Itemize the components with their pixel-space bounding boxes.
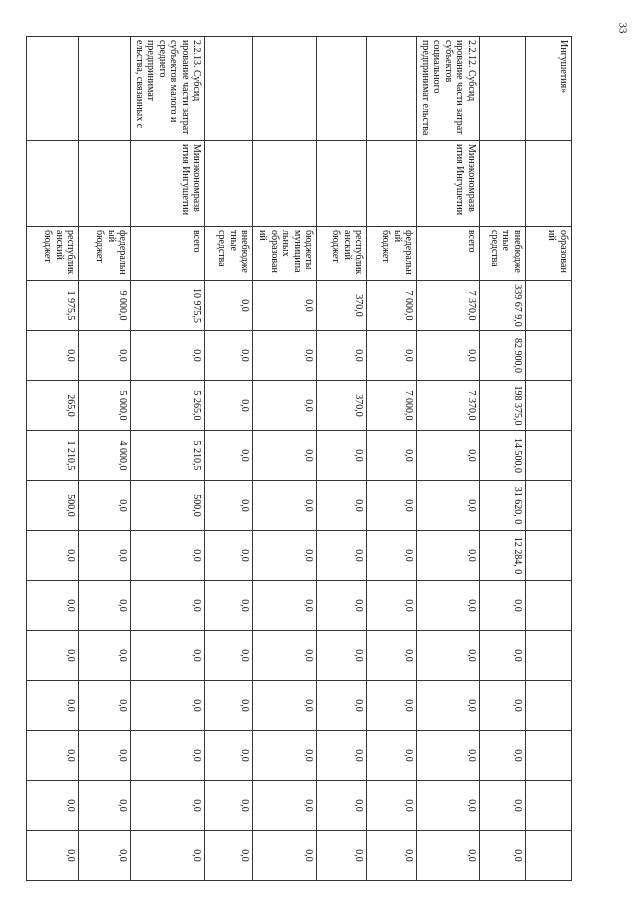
value-cell: 0,0	[317, 431, 367, 481]
table-row	[27, 37, 79, 881]
table-rotation-frame	[42, 36, 572, 876]
value-cell: 0,0	[367, 631, 417, 681]
executor-cell: Минэкономразв ития Ингушетии	[417, 141, 480, 227]
value-cell: 0,0	[317, 681, 367, 731]
value-cell: 7 000,0	[367, 281, 417, 331]
program-cell	[253, 37, 317, 141]
value-cell: 0,0	[480, 681, 526, 731]
executor-cell	[205, 141, 253, 227]
rotated-table-container	[42, 36, 572, 876]
value-cell: 265,0	[27, 381, 79, 431]
table-row	[417, 37, 480, 881]
value-cell	[526, 331, 572, 381]
value-cell: 0,0	[253, 781, 317, 831]
program-cell: Ингушетия»	[526, 37, 572, 141]
value-cell	[526, 381, 572, 431]
value-cell: 5 210,5	[131, 431, 205, 481]
table-row	[253, 37, 317, 881]
value-cell: 0,0	[79, 631, 131, 681]
value-cell: 10 975,5	[131, 281, 205, 331]
value-cell	[526, 581, 572, 631]
value-cell	[526, 431, 572, 481]
value-cell	[526, 631, 572, 681]
program-cell	[79, 37, 131, 141]
table-row	[317, 37, 367, 881]
budget-table	[27, 36, 573, 881]
source-cell: всего	[417, 227, 480, 281]
value-cell: 0,0	[205, 381, 253, 431]
source-cell: республик анский бюджет	[27, 227, 79, 281]
value-cell: 0,0	[417, 531, 480, 581]
executor-cell	[79, 141, 131, 227]
executor-cell	[317, 141, 367, 227]
value-cell: 7 370,0	[417, 281, 480, 331]
value-cell: 0,0	[367, 531, 417, 581]
value-cell: 0,0	[367, 781, 417, 831]
value-cell: 0,0	[79, 581, 131, 631]
value-cell: 0,0	[367, 731, 417, 781]
value-cell: 0,0	[317, 731, 367, 781]
value-cell: 0,0	[367, 831, 417, 881]
value-cell: 0,0	[417, 681, 480, 731]
value-cell: 0,0	[317, 781, 367, 831]
value-cell: 0,0	[27, 531, 79, 581]
program-cell: 2.2.13. Субсид ирование части затрат субъектов малого и среднего предпринимат ельства, связанных с	[131, 37, 205, 141]
value-cell: 0,0	[205, 581, 253, 631]
value-cell: 0,0	[79, 331, 131, 381]
source-cell: федеральн ый бюджет	[79, 227, 131, 281]
value-cell: 0,0	[417, 481, 480, 531]
value-cell: 198 375,0	[480, 381, 526, 431]
value-cell: 5 000,0	[79, 381, 131, 431]
source-cell: внебюдже тные средства	[480, 227, 526, 281]
value-cell: 0,0	[317, 331, 367, 381]
table-row	[480, 37, 526, 881]
value-cell: 0,0	[131, 781, 205, 831]
value-cell	[526, 781, 572, 831]
value-cell: 0,0	[417, 781, 480, 831]
value-cell: 12 284, 0	[480, 531, 526, 581]
value-cell: 0,0	[480, 581, 526, 631]
value-cell: 370,0	[317, 281, 367, 331]
table-row	[205, 37, 253, 881]
value-cell: 0,0	[417, 831, 480, 881]
value-cell: 0,0	[317, 531, 367, 581]
value-cell: 0,0	[417, 731, 480, 781]
value-cell: 0,0	[131, 681, 205, 731]
value-cell: 0,0	[205, 281, 253, 331]
value-cell: 9 000,0	[79, 281, 131, 331]
value-cell: 370,0	[317, 381, 367, 431]
value-cell: 0,0	[131, 831, 205, 881]
value-cell: 0,0	[205, 731, 253, 781]
value-cell: 0,0	[317, 481, 367, 531]
program-cell	[480, 37, 526, 141]
value-cell: 0,0	[27, 331, 79, 381]
value-cell: 0,0	[317, 831, 367, 881]
value-cell: 0,0	[131, 631, 205, 681]
value-cell: 0,0	[480, 731, 526, 781]
table-row	[526, 37, 572, 881]
value-cell: 0,0	[131, 731, 205, 781]
source-cell: федеральн ый бюджет	[367, 227, 417, 281]
value-cell: 0,0	[27, 781, 79, 831]
program-cell	[27, 37, 79, 141]
source-cell: республик анский бюджет	[317, 227, 367, 281]
source-cell: всего	[131, 227, 205, 281]
value-cell: 0,0	[205, 631, 253, 681]
value-cell: 0,0	[253, 331, 317, 381]
value-cell: 1 210,5	[27, 431, 79, 481]
table-row	[367, 37, 417, 881]
executor-cell	[27, 141, 79, 227]
program-cell	[317, 37, 367, 141]
value-cell: 0,0	[253, 281, 317, 331]
value-cell: 0,0	[367, 331, 417, 381]
value-cell: 0,0	[205, 431, 253, 481]
value-cell: 0,0	[253, 581, 317, 631]
program-cell	[367, 37, 417, 141]
value-cell	[526, 831, 572, 881]
value-cell: 0,0	[79, 681, 131, 731]
value-cell: 0,0	[253, 631, 317, 681]
value-cell	[526, 681, 572, 731]
value-cell: 0,0	[317, 631, 367, 681]
value-cell: 0,0	[131, 531, 205, 581]
value-cell: 0,0	[79, 731, 131, 781]
value-cell: 500,0	[27, 481, 79, 531]
value-cell: 0,0	[367, 481, 417, 531]
value-cell: 0,0	[367, 431, 417, 481]
value-cell: 7 370,0	[417, 381, 480, 431]
value-cell: 0,0	[367, 681, 417, 731]
value-cell: 14 500,0	[480, 431, 526, 481]
value-cell: 0,0	[417, 331, 480, 381]
value-cell: 0,0	[253, 681, 317, 731]
value-cell: 0,0	[480, 831, 526, 881]
value-cell: 339 67 9,0	[480, 281, 526, 331]
value-cell: 0,0	[367, 581, 417, 631]
value-cell: 0,0	[79, 481, 131, 531]
executor-cell	[526, 141, 572, 227]
value-cell: 0,0	[79, 531, 131, 581]
page-number: 33	[616, 22, 629, 34]
program-cell	[205, 37, 253, 141]
value-cell: 0,0	[205, 781, 253, 831]
value-cell: 0,0	[253, 481, 317, 531]
value-cell	[526, 481, 572, 531]
value-cell: 0,0	[480, 631, 526, 681]
value-cell	[526, 731, 572, 781]
executor-cell	[253, 141, 317, 227]
table-row	[131, 37, 205, 881]
executor-cell	[367, 141, 417, 227]
value-cell: 0,0	[27, 581, 79, 631]
value-cell: 0,0	[253, 831, 317, 881]
value-cell: 0,0	[131, 331, 205, 381]
value-cell: 0,0	[79, 831, 131, 881]
value-cell: 0,0	[27, 631, 79, 681]
value-cell: 0,0	[417, 581, 480, 631]
value-cell: 0,0	[417, 631, 480, 681]
value-cell: 5 265,0	[131, 381, 205, 431]
value-cell: 0,0	[253, 381, 317, 431]
value-cell: 500,0	[131, 481, 205, 531]
value-cell: 0,0	[480, 781, 526, 831]
value-cell: 0,0	[27, 731, 79, 781]
value-cell: 0,0	[131, 581, 205, 631]
executor-cell	[480, 141, 526, 227]
source-cell: внебюдже тные средства	[205, 227, 253, 281]
source-cell: образован ий	[526, 227, 572, 281]
value-cell: 0,0	[27, 681, 79, 731]
value-cell	[526, 531, 572, 581]
value-cell: 31 620, 0	[480, 481, 526, 531]
value-cell: 0,0	[253, 531, 317, 581]
value-cell: 0,0	[205, 831, 253, 881]
value-cell: 0,0	[253, 431, 317, 481]
program-cell: 2.2.12. Субсид ирование части затрат субъектов социального предпринимат ельства	[417, 37, 480, 141]
value-cell: 82 900,0	[480, 331, 526, 381]
value-cell: 0,0	[205, 531, 253, 581]
value-cell: 0,0	[317, 581, 367, 631]
value-cell: 0,0	[417, 431, 480, 481]
value-cell: 0,0	[253, 731, 317, 781]
executor-cell: Минэкономразв ития Ингушетии	[131, 141, 205, 227]
value-cell: 1 975,5	[27, 281, 79, 331]
value-cell	[526, 281, 572, 331]
table-row	[79, 37, 131, 881]
value-cell: 0,0	[79, 781, 131, 831]
value-cell: 0,0	[27, 831, 79, 881]
value-cell: 0,0	[205, 331, 253, 381]
value-cell: 7 000,0	[367, 381, 417, 431]
source-cell: бюджеты муниципа льных образован ий	[253, 227, 317, 281]
value-cell: 0,0	[205, 481, 253, 531]
value-cell: 4 000,0	[79, 431, 131, 481]
value-cell: 0,0	[205, 681, 253, 731]
